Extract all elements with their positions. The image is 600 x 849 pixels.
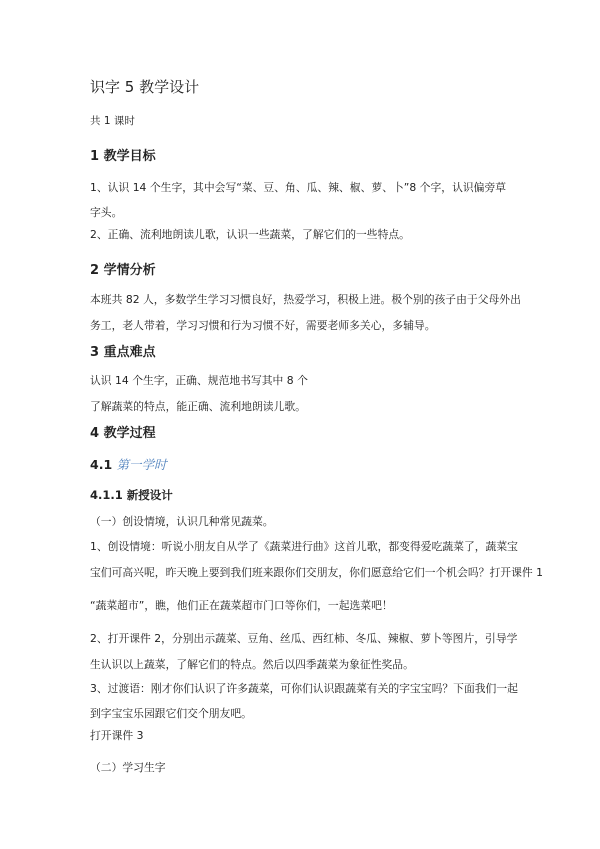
first-period-label: 第一学时: [116, 457, 167, 472]
goals-line-1: 1、认识 14 个生字，其中会写“菜、豆、角、瓜、辣、椒、萝、卜”8 个字，认识偏旁草: [90, 181, 507, 194]
heading-key-points: 3 重点难点: [90, 345, 156, 360]
lesson-line-3: 宝们可高兴呢，昨天晚上要到我们班来跟你们交朋友，你们愿意给它们一个机会吗？打开课件 1: [90, 566, 543, 579]
lesson-line-1: （一）创设情境，认识几种常见蔬菜。: [90, 515, 274, 528]
analysis-line-2: 务工，老人带着，学习习惯和行为习惯不好，需要老师多关心，多辅导。: [90, 319, 436, 332]
document-title: 识字 5 教学设计: [90, 78, 200, 96]
section-number: 4.1: [90, 457, 113, 472]
heading-new-lesson-design: 4.1.1 新授设计: [90, 488, 173, 502]
period-count: 共 1 课时: [90, 115, 135, 127]
heading-teaching-process: 4 教学过程: [90, 426, 156, 441]
lesson-line-2: 1、创设情境：听说小朋友自从学了《蔬菜进行曲》这首儿歌，都变得爱吃蔬菜了，蔬菜宝: [90, 540, 518, 553]
lesson-line-5: 2、打开课件 2，分别出示蔬菜、豆角、丝瓜、西红柿、冬瓜、辣椒、萝卜等图片，引导学: [90, 632, 518, 645]
lesson-line-6: 生认识以上蔬菜，了解它们的特点。然后以四季蔬菜为象征性奖品。: [90, 658, 414, 671]
heading-teaching-goals: 1 教学目标: [90, 149, 156, 164]
lesson-line-7: 3、过渡语：刚才你们认识了许多蔬菜，可你们认识跟蔬菜有关的字宝宝吗？下面我们一起: [90, 682, 518, 695]
lesson-line-4: “蔬菜超市”，瞧，他们正在蔬菜超市门口等你们，一起选菜吧！: [90, 599, 393, 612]
key-points-line-1: 认识 14 个生字，正确、规范地书写其中 8 个: [90, 374, 308, 387]
goals-line-3: 2、正确、流利地朗读儿歌，认识一些蔬菜，了解它们的一些特点。: [90, 228, 410, 241]
lesson-line-9: 打开课件 3: [90, 729, 144, 742]
key-points-line-2: 了解蔬菜的特点，能正确、流利地朗读儿歌。: [90, 400, 306, 413]
lesson-line-8: 到字宝宝乐园跟它们交个朋友吧。: [90, 707, 252, 720]
heading-student-analysis: 2 学情分析: [90, 263, 156, 278]
heading-first-period: [90, 455, 167, 473]
lesson-line-10: （二）学习生字: [90, 761, 166, 774]
analysis-line-1: 本班共 82 人，多数学生学习习惯良好，热爱学习，积极上进。极个别的孩子由于父母外出: [90, 293, 521, 306]
goals-line-2: 字头。: [90, 206, 123, 219]
